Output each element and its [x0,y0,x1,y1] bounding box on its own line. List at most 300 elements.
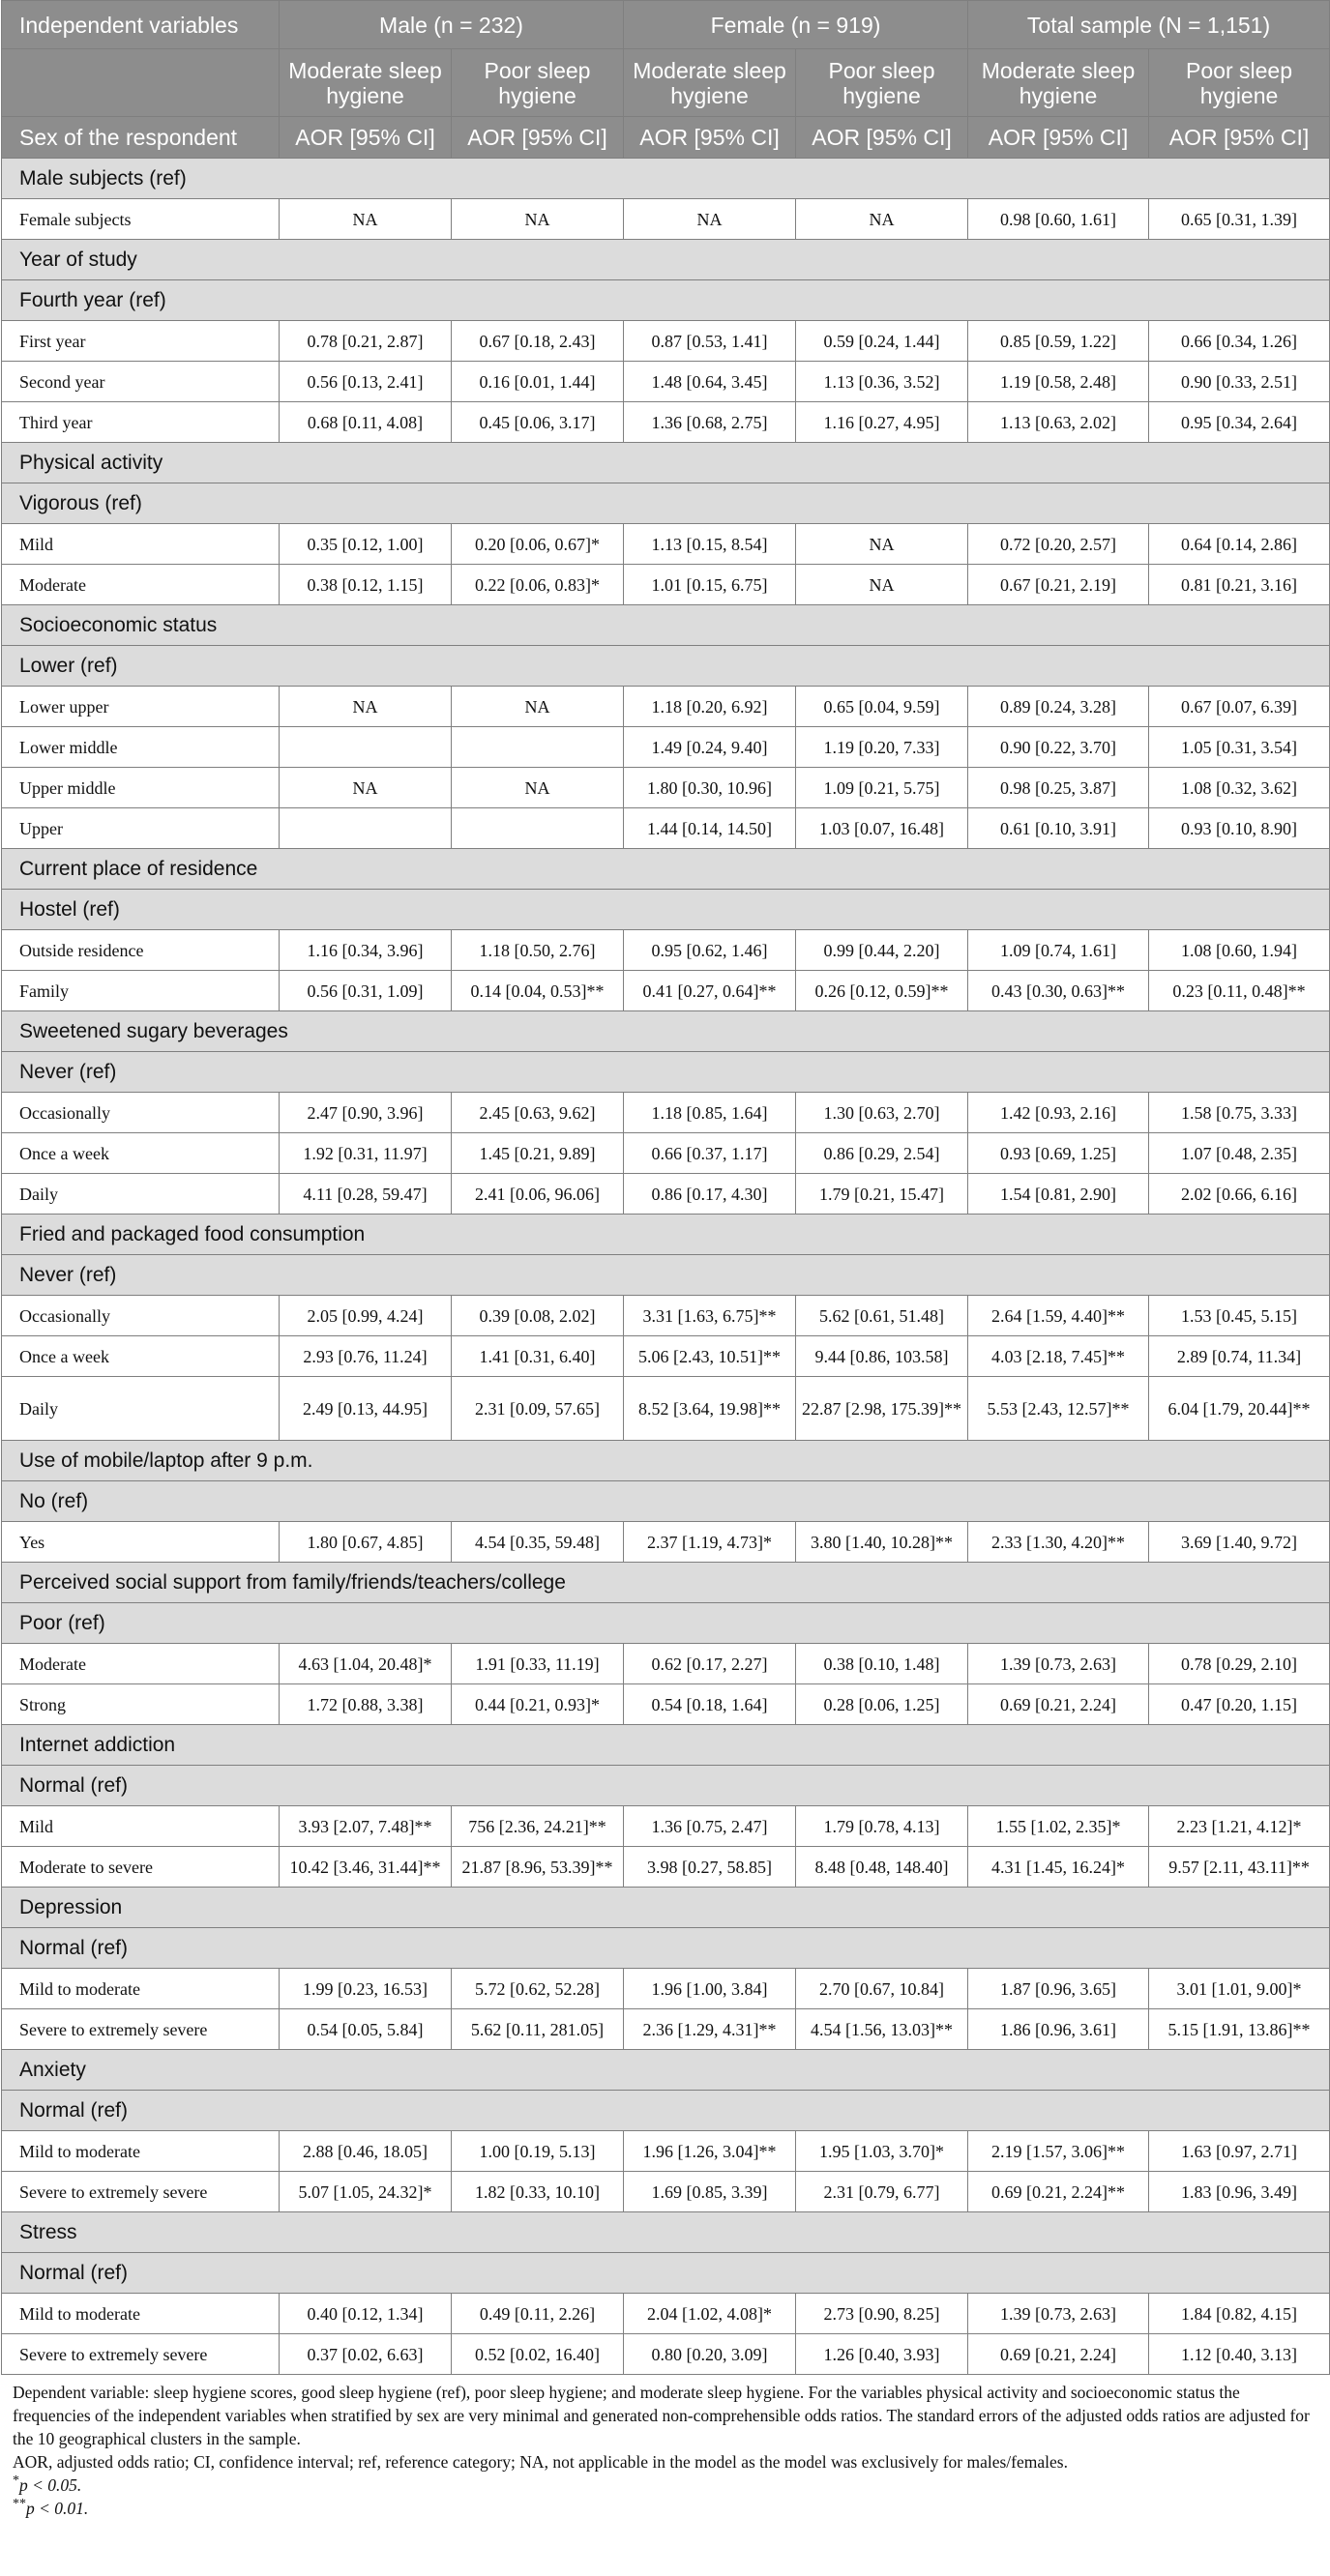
table-cell: 0.98 [0.60, 1.61] [968,199,1149,240]
table-row [2,808,1330,849]
section-label: Normal (ref) [2,1928,1330,1969]
table-cell: 3.31 [1.63, 6.75]** [624,1296,796,1336]
table-cell: 0.90 [0.33, 2.51] [1149,362,1330,402]
table-cell: 3.01 [1.01, 9.00]* [1149,1969,1330,2009]
table-cell: 1.91 [0.33, 11.19] [452,1644,624,1684]
table-cell: NA [280,768,452,808]
row-label: Moderate [2,565,280,605]
table-cell: 8.52 [3.64, 19.98]** [624,1377,796,1441]
table-cell: 6.04 [1.79, 20.44]** [1149,1377,1330,1441]
header-poor-male: Poor sleep hygiene [452,49,624,117]
table-cell: 0.95 [0.34, 2.64] [1149,402,1330,443]
table-row [2,524,1330,565]
table-row [2,1522,1330,1563]
table-row [2,1133,1330,1174]
header-aor: AOR [95% CI] [452,117,624,159]
table-cell: 4.54 [0.35, 59.48] [452,1522,624,1563]
section-row [2,1928,1330,1969]
table-cell: 2.45 [0.63, 9.62] [452,1093,624,1133]
table-cell: 1.72 [0.88, 3.38] [280,1684,452,1725]
row-label: Third year [2,402,280,443]
section-row [2,890,1330,930]
section-label: Poor (ref) [2,1603,1330,1644]
table-cell: 0.56 [0.31, 1.09] [280,971,452,1011]
table-cell: 0.23 [0.11, 0.48]** [1149,971,1330,1011]
table-cell: 5.06 [2.43, 10.51]** [624,1336,796,1377]
section-label: Normal (ref) [2,2091,1330,2131]
table-cell: 0.72 [0.20, 2.57] [968,524,1149,565]
table-cell: 21.87 [8.96, 53.39]** [452,1847,624,1888]
table-row [2,1644,1330,1684]
table-cell: 3.93 [2.07, 7.48]** [280,1806,452,1847]
row-label: Severe to extremely severe [2,2009,280,2050]
table-row [2,1093,1330,1133]
table-cell: NA [280,687,452,727]
row-label: Mild [2,1806,280,1847]
table-cell: 1.18 [0.20, 6.92] [624,687,796,727]
section-row [2,1563,1330,1603]
table-body [2,159,1330,2375]
table-row [2,768,1330,808]
table-cell: 0.52 [0.02, 16.40] [452,2334,624,2375]
header-aor: AOR [95% CI] [796,117,968,159]
table-cell: 0.93 [0.69, 1.25] [968,1133,1149,1174]
table-cell: 1.09 [0.74, 1.61] [968,930,1149,971]
table-cell: 0.80 [0.20, 3.09] [624,2334,796,2375]
row-label: Moderate [2,1644,280,1684]
row-label: Occasionally [2,1093,280,1133]
table-cell: 2.31 [0.09, 57.65] [452,1377,624,1441]
row-label: Second year [2,362,280,402]
table-cell: 0.99 [0.44, 2.20] [796,930,968,971]
table-cell: 0.40 [0.12, 1.34] [280,2294,452,2334]
table-cell: 10.42 [3.46, 31.44]** [280,1847,452,1888]
header-poor-total: Poor sleep hygiene [1149,49,1330,117]
section-label: Fried and packaged food consumption [2,1215,1330,1255]
table-cell: 0.67 [0.18, 2.43] [452,321,624,362]
table-cell: 3.80 [1.40, 10.28]** [796,1522,968,1563]
section-row [2,1052,1330,1093]
table-row [2,2131,1330,2172]
row-label: Mild [2,524,280,565]
table-cell: 2.93 [0.76, 11.24] [280,1336,452,1377]
table-cell: 9.57 [2.11, 43.11]** [1149,1847,1330,1888]
table-cell: 1.49 [0.24, 9.40] [624,727,796,768]
table-cell: 4.63 [1.04, 20.48]* [280,1644,452,1684]
footnote-p-005-text: p < 0.05. [19,2475,82,2495]
table-cell: 0.86 [0.17, 4.30] [624,1174,796,1215]
section-row [2,1725,1330,1766]
section-label: Anxiety [2,2050,1330,2091]
table-footnotes [1,2375,1329,2520]
table-cell: 0.54 [0.18, 1.64] [624,1684,796,1725]
table-row [2,971,1330,1011]
row-label: Mild to moderate [2,1969,280,2009]
table-row [2,2009,1330,2050]
table-cell: 0.43 [0.30, 0.63]** [968,971,1149,1011]
table-row [2,1806,1330,1847]
footnote-dependent-variable: Dependent variable: sleep hygiene scores, good sleep hygiene (ref), poor sleep hygiene; and moderate sleep hygiene. For the variables physical activity and socioeconomic status the frequencies of the independent variables when stratified by sex are very minimal and generated non-comprehensible odds ratios. The standard errors of the adjusted odds ratios are adjusted for the 10 geographical clusters in the sample. [13,2383,1310,2448]
table-cell: 1.58 [0.75, 3.33] [1149,1093,1330,1133]
table-cell: 2.41 [0.06, 96.06] [452,1174,624,1215]
table-cell: 1.39 [0.73, 2.63] [968,2294,1149,2334]
table-cell: 0.93 [0.10, 8.90] [1149,808,1330,849]
table-cell: 1.95 [1.03, 3.70]* [796,2131,968,2172]
section-label: Socioeconomic status [2,605,1330,646]
table-cell: 1.80 [0.67, 4.85] [280,1522,452,1563]
table-cell: 0.69 [0.21, 2.24] [968,1684,1149,1725]
section-label: Male subjects (ref) [2,159,1330,199]
table-cell: 0.90 [0.22, 3.70] [968,727,1149,768]
row-label: Strong [2,1684,280,1725]
table-cell: 2.47 [0.90, 3.96] [280,1093,452,1133]
header-aor: AOR [95% CI] [280,117,452,159]
table-cell: 1.16 [0.34, 3.96] [280,930,452,971]
header-group-total: Total sample (N = 1,151) [968,1,1330,49]
table-cell: 0.38 [0.10, 1.48] [796,1644,968,1684]
table-cell: 1.30 [0.63, 2.70] [796,1093,968,1133]
table-cell: 2.88 [0.46, 18.05] [280,2131,452,2172]
section-row [2,1011,1330,1052]
section-label: Stress [2,2212,1330,2253]
table-cell: 22.87 [2.98, 175.39]** [796,1377,968,1441]
table-cell: 2.19 [1.57, 3.06]** [968,2131,1149,2172]
table-cell: 0.65 [0.31, 1.39] [1149,199,1330,240]
table-row [2,1336,1330,1377]
row-label: Mild to moderate [2,2131,280,2172]
header-group-female: Female (n = 919) [624,1,968,49]
header-group-male: Male (n = 232) [280,1,624,49]
header-moderate-male: Moderate sleep hygiene [280,49,452,117]
table-cell: 1.44 [0.14, 14.50] [624,808,796,849]
table-cell: NA [452,687,624,727]
row-label: Daily [2,1377,280,1441]
table-cell: 0.47 [0.20, 1.15] [1149,1684,1330,1725]
section-label: Physical activity [2,443,1330,483]
header-moderate-total: Moderate sleep hygiene [968,49,1149,117]
section-label: Year of study [2,240,1330,280]
table-cell: 1.45 [0.21, 9.89] [452,1133,624,1174]
table-cell: NA [280,199,452,240]
table-cell: 1.18 [0.85, 1.64] [624,1093,796,1133]
table-cell: 1.63 [0.97, 2.71] [1149,2131,1330,2172]
table-cell: 0.14 [0.04, 0.53]** [452,971,624,1011]
table-cell: 1.99 [0.23, 16.53] [280,1969,452,2009]
table-cell: 756 [2.36, 24.21]** [452,1806,624,1847]
header-moderate-female: Moderate sleep hygiene [624,49,796,117]
table-cell: 0.59 [0.24, 1.44] [796,321,968,362]
table-cell: 2.36 [1.29, 4.31]** [624,2009,796,2050]
table-cell [280,808,452,849]
table-row [2,687,1330,727]
table-cell: 1.83 [0.96, 3.49] [1149,2172,1330,2212]
row-label: Lower middle [2,727,280,768]
table-cell: 0.87 [0.53, 1.41] [624,321,796,362]
table-cell: 1.07 [0.48, 2.35] [1149,1133,1330,1174]
table-cell: 5.72 [0.62, 52.28] [452,1969,624,2009]
section-row [2,240,1330,280]
section-row [2,2253,1330,2294]
table-cell: 1.05 [0.31, 3.54] [1149,727,1330,768]
section-row [2,2091,1330,2131]
table-row [2,199,1330,240]
table-row [2,1377,1330,1441]
section-row [2,483,1330,524]
table-cell: 0.49 [0.11, 2.26] [452,2294,624,2334]
table-cell: 0.66 [0.34, 1.26] [1149,321,1330,362]
table-row [2,1296,1330,1336]
table-cell: 0.98 [0.25, 3.87] [968,768,1149,808]
table-cell: 5.62 [0.11, 281.05] [452,2009,624,2050]
table-cell: 4.03 [2.18, 7.45]** [968,1336,1149,1377]
table-cell: 4.54 [1.56, 13.03]** [796,2009,968,2050]
table-row [2,321,1330,362]
table-cell: 0.66 [0.37, 1.17] [624,1133,796,1174]
section-row [2,1888,1330,1928]
table-cell: 1.84 [0.82, 4.15] [1149,2294,1330,2334]
section-row [2,1766,1330,1806]
table-cell: 2.33 [1.30, 4.20]** [968,1522,1149,1563]
table-cell: 4.11 [0.28, 59.47] [280,1174,452,1215]
header-poor-female: Poor sleep hygiene [796,49,968,117]
table-cell: 1.92 [0.31, 11.97] [280,1133,452,1174]
table-row [2,930,1330,971]
row-label: Lower upper [2,687,280,727]
table-row [2,1684,1330,1725]
table-row [2,1969,1330,2009]
row-label: Upper [2,808,280,849]
table-cell: 1.03 [0.07, 16.48] [796,808,968,849]
table-cell: 1.48 [0.64, 3.45] [624,362,796,402]
table-cell: 0.38 [0.12, 1.15] [280,565,452,605]
table-cell: 5.62 [0.61, 51.48] [796,1296,968,1336]
table-row [2,727,1330,768]
section-label: No (ref) [2,1481,1330,1522]
footnote-p-001-mark: ** [13,2497,26,2512]
table-cell: 1.26 [0.40, 3.93] [796,2334,968,2375]
table-cell: 0.65 [0.04, 9.59] [796,687,968,727]
section-label: Use of mobile/laptop after 9 p.m. [2,1441,1330,1481]
table-cell: 1.80 [0.30, 10.96] [624,768,796,808]
table-cell: 1.79 [0.21, 15.47] [796,1174,968,1215]
table-cell: 1.08 [0.32, 3.62] [1149,768,1330,808]
table-cell: 0.95 [0.62, 1.46] [624,930,796,971]
table-cell: 1.96 [1.26, 3.04]** [624,2131,796,2172]
table-cell: 9.44 [0.86, 103.58] [796,1336,968,1377]
table-cell [280,727,452,768]
table-cell: 0.44 [0.21, 0.93]* [452,1684,624,1725]
section-row [2,646,1330,687]
table-cell: 0.85 [0.59, 1.22] [968,321,1149,362]
header-aor: AOR [95% CI] [1149,117,1330,159]
section-label: Internet addiction [2,1725,1330,1766]
row-label: Family [2,971,280,1011]
section-label: Depression [2,1888,1330,1928]
table-cell: 0.45 [0.06, 3.17] [452,402,624,443]
table-cell: 1.86 [0.96, 3.61] [968,2009,1149,2050]
header-row-metrics [2,117,1330,159]
row-label: Severe to extremely severe [2,2334,280,2375]
footnote-abbreviations: AOR, adjusted odds ratio; CI, confidence interval; ref, reference category; NA, not applicable in the model as the model was exclusively for males/females. [13,2452,1068,2472]
header-empty-cell [2,49,280,117]
section-row [2,443,1330,483]
table-cell: 2.64 [1.59, 4.40]** [968,1296,1149,1336]
table-cell: NA [452,199,624,240]
table-row [2,362,1330,402]
header-aor: AOR [95% CI] [624,117,796,159]
table-cell [452,727,624,768]
regression-table [1,0,1330,2375]
row-label: Upper middle [2,768,280,808]
row-label: Female subjects [2,199,280,240]
header-row-outcomes [2,49,1330,117]
table-cell: 1.09 [0.21, 5.75] [796,768,968,808]
table-cell: 0.64 [0.14, 2.86] [1149,524,1330,565]
table-cell: 3.69 [1.40, 9.72] [1149,1522,1330,1563]
table-cell: 5.53 [2.43, 12.57]** [968,1377,1149,1441]
row-label: Yes [2,1522,280,1563]
table-cell: 1.01 [0.15, 6.75] [624,565,796,605]
section-label: Lower (ref) [2,646,1330,687]
section-label: Never (ref) [2,1052,1330,1093]
footnote-p-005 [13,2474,1317,2497]
table-cell: 0.56 [0.13, 2.41] [280,362,452,402]
table-cell: 1.13 [0.15, 8.54] [624,524,796,565]
table-row [2,565,1330,605]
table-cell: 2.70 [0.67, 10.84] [796,1969,968,2009]
table-cell: 0.20 [0.06, 0.67]* [452,524,624,565]
section-label: Hostel (ref) [2,890,1330,930]
table-cell: 0.22 [0.06, 0.83]* [452,565,624,605]
table-cell: 5.15 [1.91, 13.86]** [1149,2009,1330,2050]
table-cell: 1.19 [0.20, 7.33] [796,727,968,768]
table-cell: NA [796,199,968,240]
table-cell: 1.87 [0.96, 3.65] [968,1969,1149,2009]
footnote-p-005-mark: * [13,2474,19,2489]
table-cell: 3.98 [0.27, 58.85] [624,1847,796,1888]
table-cell: 0.67 [0.21, 2.19] [968,565,1149,605]
table-cell: 1.12 [0.40, 3.13] [1149,2334,1330,2375]
section-row [2,605,1330,646]
table-cell: 2.23 [1.21, 4.12]* [1149,1806,1330,1847]
row-label: Once a week [2,1133,280,1174]
table-cell: 1.39 [0.73, 2.63] [968,1644,1149,1684]
table-cell: 2.73 [0.90, 8.25] [796,2294,968,2334]
table-cell: 0.81 [0.21, 3.16] [1149,565,1330,605]
table-cell: 1.16 [0.27, 4.95] [796,402,968,443]
table-row [2,2334,1330,2375]
table-cell: 0.37 [0.02, 6.63] [280,2334,452,2375]
table-cell: 1.54 [0.81, 2.90] [968,1174,1149,1215]
table-cell: 2.04 [1.02, 4.08]* [624,2294,796,2334]
table-cell: 0.89 [0.24, 3.28] [968,687,1149,727]
section-row [2,159,1330,199]
section-row [2,1481,1330,1522]
table-cell: 0.26 [0.12, 0.59]** [796,971,968,1011]
table-cell: NA [452,768,624,808]
section-row [2,280,1330,321]
table-cell: 0.39 [0.08, 2.02] [452,1296,624,1336]
table-cell: 0.78 [0.21, 2.87] [280,321,452,362]
section-label: Normal (ref) [2,2253,1330,2294]
table-cell: 1.18 [0.50, 2.76] [452,930,624,971]
table-cell: 1.42 [0.93, 2.16] [968,1093,1149,1133]
table-cell: 0.62 [0.17, 2.27] [624,1644,796,1684]
table-row [2,1174,1330,1215]
table-cell: 1.00 [0.19, 5.13] [452,2131,624,2172]
table-cell: 2.31 [0.79, 6.77] [796,2172,968,2212]
table-cell: 0.86 [0.29, 2.54] [796,1133,968,1174]
table-cell [452,808,624,849]
section-label: Vigorous (ref) [2,483,1330,524]
section-label: Perceived social support from family/friends/teachers/college [2,1563,1330,1603]
table-cell: 0.54 [0.05, 5.84] [280,2009,452,2050]
section-label: Never (ref) [2,1255,1330,1296]
section-label: Normal (ref) [2,1766,1330,1806]
table-cell: NA [624,199,796,240]
section-label: Sweetened sugary beverages [2,1011,1330,1052]
table-cell: 1.79 [0.78, 4.13] [796,1806,968,1847]
table-cell: 0.69 [0.21, 2.24] [968,2334,1149,2375]
section-row [2,1441,1330,1481]
section-row [2,1603,1330,1644]
table-cell: 1.19 [0.58, 2.48] [968,362,1149,402]
section-row [2,849,1330,890]
row-label: Occasionally [2,1296,280,1336]
table-row [2,2294,1330,2334]
table-cell: 1.55 [1.02, 2.35]* [968,1806,1149,1847]
table-cell: 0.28 [0.06, 1.25] [796,1684,968,1725]
section-row [2,2050,1330,2091]
section-row [2,2212,1330,2253]
table-cell: NA [796,524,968,565]
table-cell: 2.49 [0.13, 44.95] [280,1377,452,1441]
row-label: First year [2,321,280,362]
header-independent-variables: Independent variables [2,1,280,49]
header-aor: AOR [95% CI] [968,117,1149,159]
row-label: Severe to extremely severe [2,2172,280,2212]
table-cell: 2.37 [1.19, 4.73]* [624,1522,796,1563]
table-cell: 4.31 [1.45, 16.24]* [968,1847,1149,1888]
table-cell: 5.07 [1.05, 24.32]* [280,2172,452,2212]
table-cell: 1.53 [0.45, 5.15] [1149,1296,1330,1336]
table-cell: 1.82 [0.33, 10.10] [452,2172,624,2212]
table-cell: 1.41 [0.31, 6.40] [452,1336,624,1377]
table-cell: 2.02 [0.66, 6.16] [1149,1174,1330,1215]
header-row-groups [2,1,1330,49]
footnote-p-001 [13,2497,1317,2520]
table-cell: 1.13 [0.63, 2.02] [968,402,1149,443]
row-label: Moderate to severe [2,1847,280,1888]
row-label: Mild to moderate [2,2294,280,2334]
table-row [2,402,1330,443]
table-cell: 1.36 [0.68, 2.75] [624,402,796,443]
header-sex-of-respondent: Sex of the respondent [2,117,280,159]
table-row [2,2172,1330,2212]
footnote-p-001-text: p < 0.01. [26,2499,89,2518]
section-row [2,1255,1330,1296]
table-cell: NA [796,565,968,605]
table-cell: 0.78 [0.29, 2.10] [1149,1644,1330,1684]
table-cell: 1.08 [0.60, 1.94] [1149,930,1330,971]
table-cell: 2.05 [0.99, 4.24] [280,1296,452,1336]
row-label: Outside residence [2,930,280,971]
table-cell: 1.36 [0.75, 2.47] [624,1806,796,1847]
table-cell: 1.13 [0.36, 3.52] [796,362,968,402]
table-cell: 0.16 [0.01, 1.44] [452,362,624,402]
section-row [2,1215,1330,1255]
table-cell: 0.41 [0.27, 0.64]** [624,971,796,1011]
